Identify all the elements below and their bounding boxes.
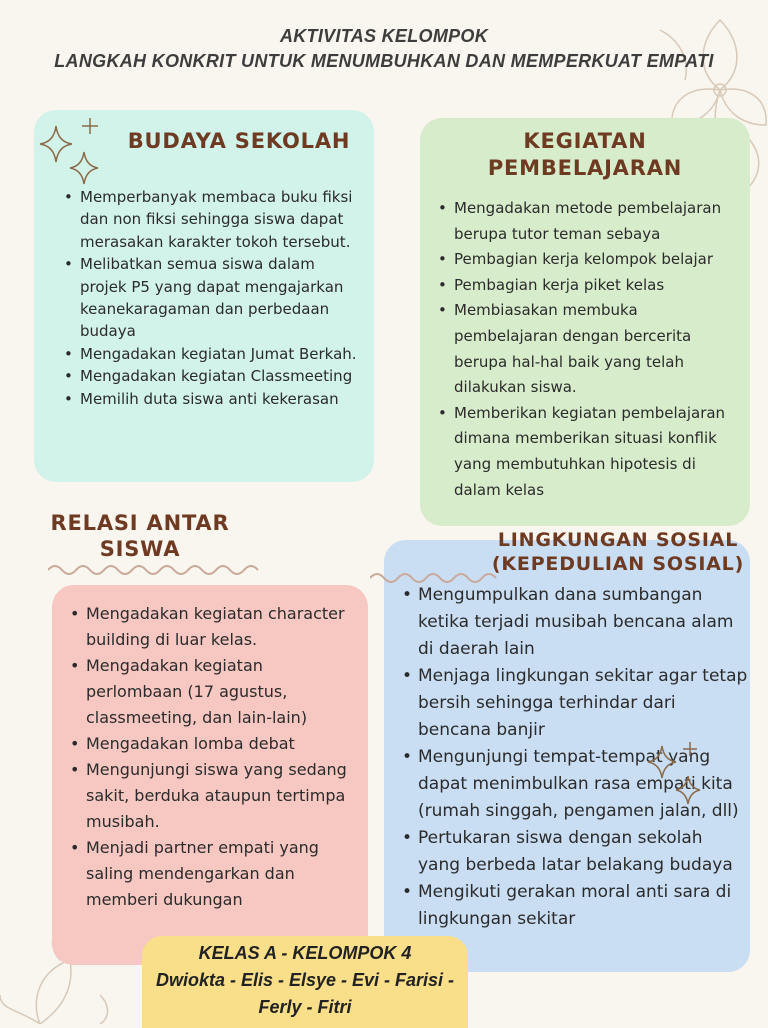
list-item: • Mengadakan metode pembelajaran berupa tutor teman sebaya: [436, 196, 736, 247]
lingkungan-sosial-heading: [490, 528, 746, 576]
list-item: • Memilih duta siswa anti kekerasan: [62, 388, 362, 410]
title-line-1: AKTIVITAS KELOMPOK: [279, 26, 489, 46]
list-item: • Pembagian kerja kelompok belajar: [436, 247, 736, 273]
lingkungan-sosial-card: [384, 540, 750, 972]
list-item: • Memperbanyak membaca buku fiksi dan non fiksi sehingga siswa dapat merasakan karakter tokoh tersebut.: [62, 186, 362, 253]
list-item: • Mengadakan kegiatan character building di luar kelas.: [68, 601, 364, 653]
list-item: • Mengikuti gerakan moral anti sara di lingkungan sekitar: [400, 879, 748, 933]
title-line-2: LANGKAH KONKRIT UNTUK MENUMBUHKAN DAN MEMPERKUAT EMPATI: [54, 51, 714, 71]
list-item: • Mengadakan kegiatan perlombaan (17 agustus, classmeeting, dan lain-lain): [68, 653, 364, 731]
heading-line-2: PEMBELAJARAN: [487, 156, 683, 180]
sparkle-icon: [640, 740, 710, 810]
list-item: • Mengunjungi tempat-tempat yang dapat menimbulkan rasa empati kita (rumah singgah, pengamen jalan, dll): [400, 744, 748, 825]
members-line-1: Dwiokta - Elis - Elsye - Evi - Farisi -: [155, 970, 455, 990]
list-item: • Pembagian kerja piket kelas: [436, 273, 736, 299]
wave-divider-icon: [48, 562, 262, 578]
list-item: • Melibatkan semua siswa dalam projek P5 yang dapat mengajarkan keanekaragaman dan perbedaan budaya: [62, 253, 362, 343]
list-item: • Membiasakan membuka pembelajaran dengan bercerita berupa hal-hal baik yang telah dilakukan siswa.: [436, 298, 736, 400]
kegiatan-pembelajaran-list: [436, 196, 736, 503]
budaya-sekolah-card: [34, 110, 374, 482]
kegiatan-pembelajaran-heading: [450, 128, 720, 182]
kegiatan-pembelajaran-card: [420, 118, 750, 526]
list-item: • Mengumpulkan dana sumbangan ketika terjadi musibah bencana alam di daerah lain: [400, 582, 748, 663]
list-item: • Menjadi partner empati yang saling mendengarkan dan memberi dukungan: [68, 835, 364, 913]
page-title: [0, 24, 768, 74]
heading-line-2: SISWA: [99, 537, 181, 561]
heading-line-2: (KEPEDULIAN SOSIAL): [491, 553, 745, 575]
list-item: • Mengadakan lomba debat: [68, 731, 364, 757]
heading-line-1: RELASI ANTAR: [50, 511, 230, 535]
class-group-label: KELAS A - KELOMPOK 4: [198, 943, 412, 963]
sparkle-icon: [36, 116, 106, 196]
list-item: • Mengadakan kegiatan Jumat Berkah.: [62, 343, 362, 365]
group-members-box: [142, 936, 468, 1028]
relasi-antar-siswa-list: [68, 601, 364, 913]
list-item: • Memberikan kegiatan pembelajaran dimana memberikan situasi konflik yang membutuhkan hipotesis di dalam kelas: [436, 401, 736, 503]
budaya-sekolah-heading: BUDAYA SEKOLAH: [127, 129, 351, 153]
list-item: • Mengunjungi siswa yang sedang sakit, berduka ataupun tertimpa musibah.: [68, 757, 364, 835]
list-item: • Menjaga lingkungan sekitar agar tetap bersih sehingga terhindar dari bencana banjir: [400, 663, 748, 744]
members-line-2: Ferly - Fitri: [258, 997, 352, 1017]
relasi-antar-siswa-card: [52, 585, 368, 965]
heading-line-1: KEGIATAN: [523, 129, 647, 153]
budaya-sekolah-list: [62, 186, 362, 410]
list-item: • Mengadakan kegiatan Classmeeting: [62, 365, 362, 387]
list-item: • Pertukaran siswa dengan sekolah yang berbeda latar belakang budaya: [400, 825, 748, 879]
relasi-antar-siswa-heading: [40, 510, 240, 562]
heading-line-1: LINGKUNGAN SOSIAL: [497, 529, 739, 551]
wave-divider-icon: [370, 570, 498, 586]
